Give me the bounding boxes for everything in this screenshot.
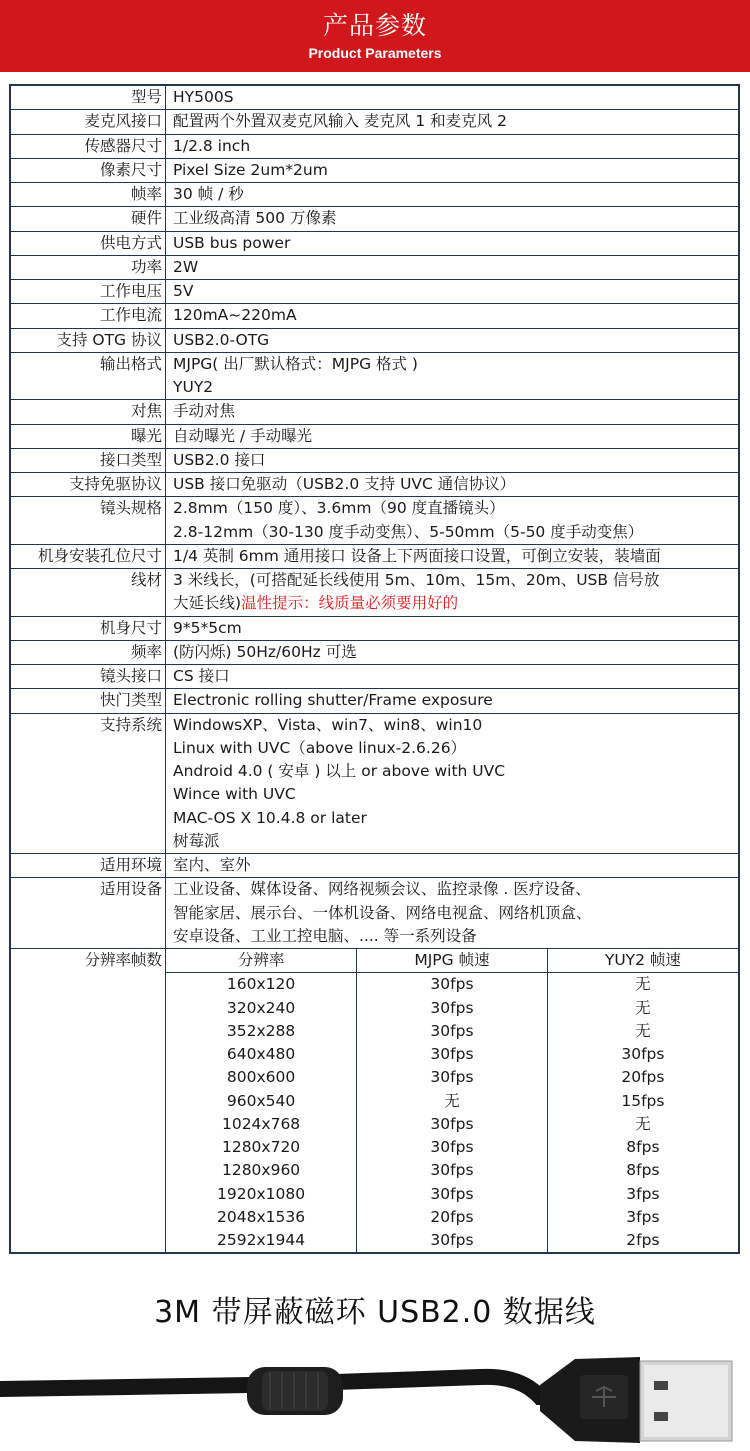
spec-value-line: WindowsXP、Vista、win7、win8、win10 <box>173 715 483 734</box>
spec-value-line: 3 米线长，(可搭配延长线使用 5m、10m、15m、20m、USB 信号放 <box>173 571 660 589</box>
spec-key: 硬件 <box>10 207 166 231</box>
resolution-row <box>166 1113 738 1136</box>
spec-key: 供电方式 <box>10 231 166 255</box>
spec-value-line: 工业级高清 500 万像素 <box>173 209 337 228</box>
spec-row <box>10 497 739 545</box>
spec-row <box>10 134 739 158</box>
spec-row <box>10 207 739 231</box>
resolution-value: 960x540 <box>226 1091 296 1110</box>
spec-key: 工作电流 <box>10 304 166 328</box>
spec-key: 工作电压 <box>10 280 166 304</box>
spec-value-line: Linux with UVC（above linux-2.6.26） <box>173 738 467 757</box>
spec-row <box>10 949 739 1254</box>
spec-row <box>10 352 739 400</box>
spec-row <box>10 424 739 448</box>
spec-value <box>166 616 740 640</box>
spec-row <box>10 110 739 134</box>
resolution-value: 30fps <box>357 1159 548 1182</box>
resolution-value: 8fps <box>547 1159 738 1182</box>
spec-value-line: 1/4 英制 6mm 通用接口 设备上下两面接口设置，可倒立安装，装墙面 <box>173 546 661 565</box>
resolution-value: 30fps <box>357 973 548 997</box>
spec-value-line: 9*5*5cm <box>173 618 242 637</box>
spec-key: 麦克风接口 <box>10 110 166 134</box>
resolution-value: 1280x960 <box>221 1161 301 1180</box>
title-en: Product Parameters <box>308 45 442 61</box>
spec-value-line: 配置两个外置双麦克风输入 麦克风 1 和麦克风 2 <box>173 112 507 131</box>
resolution-row <box>166 1229 738 1252</box>
spec-key: 机身尺寸 <box>10 616 166 640</box>
spec-value-line: Wince with UVC <box>173 785 296 804</box>
resolution-value: 3fps <box>547 1183 738 1206</box>
spec-key: 接口类型 <box>10 448 166 472</box>
spec-key: 线材 <box>10 569 166 617</box>
resolution-row <box>166 973 738 997</box>
spec-row <box>10 878 739 949</box>
resolution-value: 1024x768 <box>221 1114 301 1133</box>
spec-value-line: 智能家居、展示台、一体机设备、网络电视盒、网络机顶盒、 <box>173 903 592 922</box>
spec-value-line: Electronic rolling shutter/Frame exposure <box>173 691 493 710</box>
spec-value <box>166 207 740 231</box>
spec-key: 曝光 <box>10 424 166 448</box>
spec-row <box>10 854 739 878</box>
spec-row <box>10 665 739 689</box>
spec-key: 频率 <box>10 640 166 664</box>
resolution-value: 320x240 <box>226 998 296 1017</box>
spec-row <box>10 85 739 110</box>
spec-row <box>10 400 739 424</box>
resolution-value: 2048x1536 <box>217 1207 306 1226</box>
spec-value-line: 120mA~220mA <box>173 306 297 325</box>
resolution-header: 分辨率 <box>166 949 357 973</box>
resolution-row <box>166 1090 738 1113</box>
spec-value <box>166 158 740 182</box>
title-cn: 产品参数 <box>322 11 427 40</box>
resolution-value: 无 <box>547 973 738 997</box>
spec-value <box>166 183 740 207</box>
spec-value-line: CS 接口 <box>173 667 230 685</box>
spec-row <box>10 640 739 664</box>
spec-value <box>166 448 740 472</box>
spec-row <box>10 569 739 617</box>
spec-value-line: USB 接口免驱动（USB2.0 支持 UVC 通信协议） <box>173 475 516 493</box>
spec-value-line: 安卓设备、工业工控电脑、.... 等一系列设备 <box>173 926 477 945</box>
spec-value <box>166 328 740 352</box>
spec-value-line: 30 帧 / 秒 <box>173 185 244 203</box>
spec-row <box>10 280 739 304</box>
resolution-header-row <box>166 949 738 973</box>
spec-key: 适用环境 <box>10 854 166 878</box>
resolution-row <box>166 1066 738 1089</box>
ferrite-core <box>247 1367 343 1415</box>
spec-key: 支持 OTG 协议 <box>10 328 166 352</box>
spec-value <box>166 231 740 255</box>
resolution-value: 无 <box>547 1113 738 1136</box>
warning-text: 温性提示：线质量必须要用好的 <box>241 594 459 613</box>
spec-key: 机身安装孔位尺寸 <box>10 544 166 568</box>
spec-key: 支持系统 <box>10 713 166 854</box>
resolution-value: 30fps <box>357 1113 548 1136</box>
resolution-value: 1280x720 <box>221 1138 301 1156</box>
spec-key: 像素尺寸 <box>10 158 166 182</box>
spec-key: 镜头接口 <box>10 665 166 689</box>
spec-row <box>10 231 739 255</box>
spec-row <box>10 328 739 352</box>
spec-value-line: USB2.0 接口 <box>173 450 266 469</box>
resolution-value: 30fps <box>357 1229 548 1252</box>
resolution-cell <box>166 949 740 1254</box>
spec-value <box>166 134 740 158</box>
resolution-value: 30fps <box>357 1136 548 1159</box>
spec-row <box>10 304 739 328</box>
spec-value <box>166 665 740 689</box>
spec-value <box>166 110 740 134</box>
spec-key: 镜头规格 <box>10 497 166 545</box>
spec-value-line: 2W <box>173 257 199 276</box>
spec-value-line: YUY2 <box>173 378 214 396</box>
spec-value-line: (防闪烁) 50Hz/60Hz 可选 <box>173 642 357 661</box>
spec-key: 传感器尺寸 <box>10 134 166 158</box>
usb-cable-image <box>0 1345 750 1451</box>
resolution-value: 2fps <box>547 1229 738 1252</box>
spec-value-line: 2.8mm（150 度）、3.6mm（90 度直播镜头） <box>173 499 505 518</box>
spec-value <box>166 854 740 878</box>
spec-value-line: USB2.0-OTG <box>173 330 270 349</box>
spec-value <box>166 473 740 497</box>
spec-key: 适用设备 <box>10 878 166 949</box>
resolution-value: 1920x1080 <box>217 1184 306 1203</box>
spec-value <box>166 280 740 304</box>
spec-row <box>10 689 739 713</box>
spec-value-line: 1/2.8 inch <box>173 136 251 155</box>
spec-value <box>166 352 740 400</box>
spec-row <box>10 448 739 472</box>
header-banner <box>0 0 750 72</box>
resolution-value: 30fps <box>357 1183 548 1206</box>
spec-key: 功率 <box>10 255 166 279</box>
spec-value-line: USB bus power <box>173 233 291 252</box>
resolution-header: YUY2 帧速 <box>547 949 738 973</box>
spec-key: 输出格式 <box>10 352 166 400</box>
resolution-value: 2592x1944 <box>217 1231 306 1249</box>
spec-value-line: MAC-OS X 10.4.8 or later <box>173 808 367 827</box>
spec-key: 快门类型 <box>10 689 166 713</box>
spec-value <box>166 400 740 424</box>
spec-value-line: 工业设备、媒体设备、网络视频会议、监控录像 . 医疗设备、 <box>173 880 591 899</box>
resolution-row <box>166 1206 738 1229</box>
resolution-row <box>166 1020 738 1043</box>
cable-title: 3M 带屏蔽磁环 USB2.0 数据线 <box>154 1295 596 1330</box>
spec-row <box>10 544 739 568</box>
resolution-value: 640x480 <box>226 1045 296 1063</box>
resolution-row <box>166 1159 738 1182</box>
spec-table <box>9 84 740 1254</box>
resolution-value: 30fps <box>357 1020 548 1043</box>
spec-value <box>166 544 740 568</box>
spec-value-line: Pixel Size 2um*2um <box>173 160 328 179</box>
resolution-row <box>166 1183 738 1206</box>
spec-key: 型号 <box>10 85 166 110</box>
spec-value <box>166 255 740 279</box>
spec-key: 支持免驱协议 <box>10 473 166 497</box>
resolution-value: 8fps <box>547 1136 738 1159</box>
spec-row <box>10 616 739 640</box>
resolution-row <box>166 1136 738 1159</box>
resolution-value: 30fps <box>547 1043 738 1066</box>
spec-value-line: Android 4.0 ( 安卓 ) 以上 or above with UVC <box>173 762 506 780</box>
spec-value-line: 2.8-12mm（30-130 度手动变焦）、5-50mm（5-50 度手动变焦） <box>173 522 644 541</box>
spec-value <box>166 640 740 664</box>
resolution-value: 20fps <box>357 1206 548 1229</box>
spec-value <box>166 878 740 949</box>
spec-row <box>10 183 739 207</box>
spec-value-text: 大延长线) <box>173 594 242 613</box>
spec-value-line <box>173 592 738 615</box>
resolution-value: 800x600 <box>226 1068 296 1087</box>
spec-key: 帧率 <box>10 183 166 207</box>
resolution-value: 15fps <box>547 1090 738 1113</box>
resolution-value: 20fps <box>547 1066 738 1089</box>
resolution-value: 无 <box>547 997 738 1020</box>
spec-key: 分辨率帧数 <box>10 949 166 1254</box>
resolution-value: 无 <box>357 1090 548 1113</box>
spec-value <box>166 497 740 545</box>
resolution-row <box>166 997 738 1020</box>
spec-row <box>10 158 739 182</box>
resolution-row <box>166 1043 738 1066</box>
spec-row <box>10 713 739 854</box>
spec-value-line: 手动对焦 <box>173 402 236 421</box>
spec-value <box>166 689 740 713</box>
resolution-value: 160x120 <box>226 975 296 994</box>
resolution-value: 352x288 <box>226 1021 296 1040</box>
spec-value <box>166 424 740 448</box>
spec-value-line: 5V <box>173 282 194 300</box>
resolution-value: 无 <box>547 1020 738 1043</box>
resolution-value: 30fps <box>357 1066 548 1089</box>
spec-value-line: 自动曝光 / 手动曝光 <box>173 426 313 445</box>
resolution-value: 30fps <box>357 997 548 1020</box>
spec-row <box>10 473 739 497</box>
resolution-table <box>166 949 738 1252</box>
spec-row <box>10 255 739 279</box>
spec-value <box>166 304 740 328</box>
spec-value <box>166 569 740 617</box>
resolution-value: 3fps <box>547 1206 738 1229</box>
spec-value-line: 树莓派 <box>173 831 220 850</box>
spec-key: 对焦 <box>10 400 166 424</box>
spec-value-line: HY500S <box>173 88 234 106</box>
spec-value-line: MJPG( 出厂默认格式：MJPG 格式 ) <box>173 354 418 373</box>
usb-plug <box>540 1357 732 1443</box>
spec-value <box>166 85 740 110</box>
resolution-header: MJPG 帧速 <box>357 949 548 973</box>
spec-value <box>166 713 740 854</box>
resolution-value: 30fps <box>357 1043 548 1066</box>
spec-value-line: 室内、室外 <box>173 856 251 874</box>
